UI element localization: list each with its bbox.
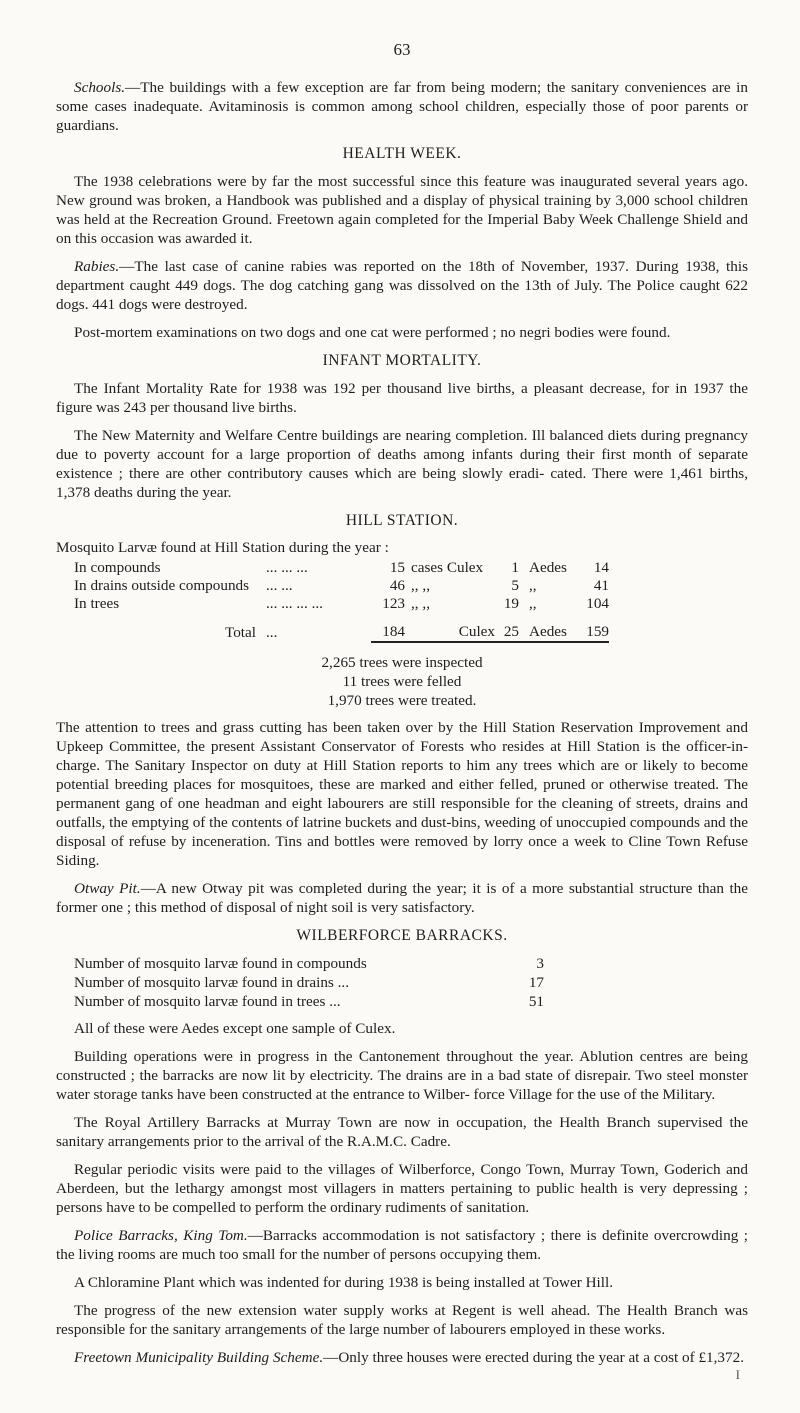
rabies-text: —The last case of canine rabies was reported on the 18th of November, 1937. During 1938, this department caught 449 dogs. The dog catching gang was dissolved on the 13th of July. The Police caught 622 dogs. 441 dogs were destroyed.	[56, 258, 748, 313]
list-item-label: Number of mosquito larvæ found in trees ...	[74, 993, 341, 1010]
total-label: Total	[225, 623, 256, 641]
row-aedes-word: ,,	[529, 595, 537, 612]
row-cases: 46	[389, 577, 405, 594]
corner-mark: I	[735, 1367, 740, 1382]
wilberforce-note: All of these were Aedes except one sample of Culex.	[74, 1020, 396, 1037]
list-item-value: 3	[536, 955, 544, 972]
trees-felled: 11 trees were felled	[342, 673, 462, 690]
row-culex: 5	[511, 577, 519, 594]
infant-mortality-paragraph-1: The Infant Mortality Rate for 1938 was 192 per thousand live births, a pleasant decrease, for in 1937 the figure was 243 per thousand live births.	[56, 380, 748, 416]
document-page	[56, 40, 748, 1376]
infant-mortality-paragraph-2: The New Maternity and Welfare Centre buildings are nearing completion. Ill balanced diets during pregnancy due to poverty account for a large proportion of deaths among infants during their first month of separate existence ; there are other contributory causes which are being slowly eradi- cated. There were 1,461 births, 1,378 deaths during the year.	[56, 427, 748, 501]
schools-paragraph	[56, 78, 748, 135]
total-aedes: 159	[579, 613, 609, 642]
row-label: In drains outside compounds	[74, 577, 250, 594]
table-row	[74, 595, 609, 613]
freetown-text: —Only three houses were erected during the year at a cost of £1,372.	[323, 1349, 745, 1366]
row-label: In trees	[74, 595, 120, 612]
trees-summary	[56, 653, 748, 710]
row-dots: ... ... ... ...	[266, 595, 323, 612]
infant-mortality-heading: INFANT MORTALITY.	[322, 352, 482, 369]
row-aedes-word: Aedes	[529, 559, 567, 576]
total-culex: 25	[495, 613, 519, 642]
row-aedes: 41	[593, 577, 609, 594]
schools-lead: Schools.	[74, 79, 126, 96]
health-week-paragraph: The 1938 celebrations were by far the most successful since this feature was inaugurated several years ago. New ground was broken, a Handbook was published and a display of physical training by 3,000 school children was held at the Recreation Ground. Freetown again completed for the Imperial Baby Week Challenge Shield and on this occasion was awarded it.	[56, 173, 748, 247]
wilberforce-heading: WILBERFORCE BARRACKS.	[296, 927, 508, 944]
row-cases: 15	[389, 559, 405, 576]
rabies-paragraph	[56, 257, 748, 314]
rabies-lead: Rabies.	[74, 258, 120, 275]
table-total-row	[74, 613, 609, 642]
row-culex: 19	[503, 595, 519, 612]
otway-paragraph	[56, 879, 748, 917]
list-item-value: 51	[528, 993, 544, 1010]
list-item-label: Number of mosquito larvæ found in drains ...	[74, 974, 350, 991]
row-aedes: 14	[593, 559, 609, 576]
police-text: —Barracks accommodation is not satisfactory ; there is definite overcrowding ; the living rooms are much too small for the number of persons occupying them.	[56, 1227, 748, 1263]
total-cases-word: Culex	[405, 613, 495, 642]
total-cases: 184	[371, 613, 405, 642]
schools-text: —The buildings with a few exception are far from being modern; the sanitary conveniences are in some cases inadequate. Avitaminosis is common among school children, especially those of poor parents or guardians.	[56, 79, 748, 134]
police-paragraph	[56, 1226, 748, 1264]
wilberforce-paragraph-2: The Royal Artillery Barracks at Murray Town are now in occupation, the Health Branch supervised the sanitary arrangements prior to the arrival of the R.A.M.C. Cadre.	[56, 1114, 748, 1150]
postmortem-paragraph: Post-mortem examinations on two dogs and one cat were performed ; no negri bodies were found.	[74, 324, 671, 341]
row-dots: ... ...	[266, 577, 293, 594]
page-number: 63	[393, 40, 411, 59]
row-dots: ... ... ...	[266, 559, 308, 576]
list-item-label: Number of mosquito larvæ found in compounds	[74, 955, 367, 972]
freetown-lead: Freetown Municipality Building Scheme.	[74, 1349, 324, 1366]
total-dots: ...	[266, 623, 278, 641]
otway-text: —A new Otway pit was completed during the year; it is of a more substantial structure than the former one ; this method of disposal of night soil is very satisfactory.	[56, 880, 749, 916]
row-cases-word: cases Culex	[411, 559, 484, 576]
freetown-paragraph	[56, 1348, 748, 1367]
row-label: In compounds	[74, 559, 161, 576]
row-aedes-word: ,,	[529, 577, 537, 594]
table-row	[74, 559, 609, 577]
water-supply-paragraph: The progress of the new extension water supply works at Regent is well ahead. The Health Branch was responsible for the sanitary arrangements of the large number of labourers employed in these works.	[56, 1302, 748, 1338]
wilberforce-paragraph-1: Building operations were in progress in the Cantonement throughout the year. Ablution centres are being constructed ; the barracks are now lit by electricity. The drains are in a bad state of disrepair. Two steel monster water storage tanks have been constructed at the entrance to Wilber- force Village for the use of the Military.	[56, 1048, 748, 1103]
wilberforce-larvae-list	[74, 954, 748, 1011]
row-cases-word: ,, ,,	[411, 577, 430, 594]
police-lead: Police Barracks, King Tom.	[74, 1227, 248, 1244]
health-week-heading: HEALTH WEEK.	[342, 145, 462, 162]
list-item-value: 17	[528, 974, 544, 991]
total-aedes-word: Aedes	[519, 613, 579, 642]
row-cases: 123	[382, 595, 405, 612]
mosquito-larvae-table	[74, 559, 609, 643]
row-aedes: 104	[586, 595, 609, 612]
mosquito-caption: Mosquito Larvæ found at Hill Station during the year :	[56, 539, 389, 556]
hill-station-heading: HILL STATION.	[345, 512, 459, 529]
chloramine-paragraph: A Chloramine Plant which was indented for during 1938 is being installed at Tower Hill.	[74, 1274, 613, 1291]
row-culex: 1	[511, 559, 519, 576]
wilberforce-paragraph-3: Regular periodic visits were paid to the villages of Wilberforce, Congo Town, Murray Town, Goderich and Aberdeen, but the lethargy amongst most villagers in matters pertaining to public health is very depressing ; persons have to be compelled to perform the ordinary rudiments of sanitation.	[56, 1161, 748, 1216]
hill-station-paragraph: The attention to trees and grass cutting has been taken over by the Hill Station Reservation Improvement and Upkeep Committee, the present Assistant Conservator of Forests who resides at Hill Station is the officer-in-charge. The Sanitary Inspector on duty at Hill Station reports to him any trees which are or likely to become potential breeding places for mosquitoes, these are marked and either felled, pruned or otherwise treated. The permanent gang of one headman and eight labourers are still responsible for the cleaning of streets, drains and outfalls, the emptying of the contents of latrine buckets and dust-bins, weeding of unoccupied compounds and the disposal of refuse by inceneration. Tins and bottles were removed by lorry once a week to Cline Town Refuse Siding.	[56, 719, 748, 869]
trees-inspected: 2,265 trees were inspected	[321, 654, 483, 671]
trees-treated: 1,970 trees were treated.	[327, 692, 477, 709]
row-cases-word: ,, ,,	[411, 595, 430, 612]
table-row	[74, 577, 609, 595]
otway-lead: Otway Pit.	[74, 880, 141, 897]
